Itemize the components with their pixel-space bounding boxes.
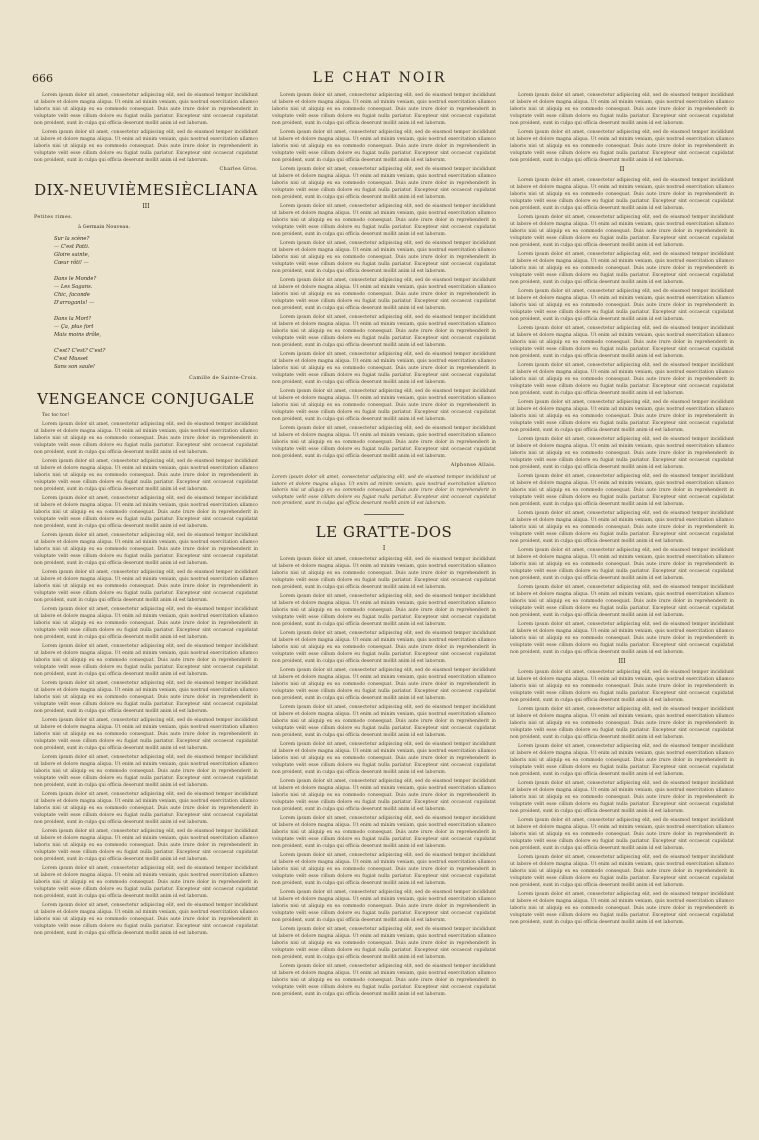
- masthead: LE CHAT NOIR: [312, 70, 447, 86]
- filler-paragraph: Lorem ipsum dolor sit amet, consectetur adipiscing elit, sed do eiusmod tempor incididunt ut labore et dolore magna aliqua. Ut enim ad minim veniam, quis nostrud exercitation ullamco laboris nisi ut aliquip ex ea commodo consequat. Duis aute irure dolor in reprehenderit in voluptate velit esse cillum dolore eu fugiat nulla pariatur. Excepteur sint occaecat cupidatat non proident, sunt in culpa qui officia deserunt mollit anim id est laborum.: [34, 570, 258, 603]
- filler-paragraph: Lorem ipsum dolor sit amet, consectetur adipiscing elit, sed do eiusmod tempor incididunt ut labore et dolore magna aliqua. Ut enim ad minim veniam, quis nostrud exercitation ullamco laboris nisi ut aliquip ex ea commodo consequat. Duis aute irure dolor in reprehenderit in voluptate velit esse cillum dolore eu fugiat nulla pariatur. Excepteur sint occaecat cupidatat non proident, sunt in culpa qui officia deserunt mollit anim id est laborum.: [272, 852, 496, 886]
- filler-paragraph: Lorem ipsum dolor sit amet, consectetur adipiscing elit, sed do eiusmod tempor incididunt ut labore et dolore magna aliqua. Ut enim ad minim veniam, quis nostrud exercitation ullamco laboris nisi ut aliquip ex ea commodo consequat. Duis aute irure dolor in reprehenderit in voluptate velit esse cillum dolore eu fugiat nulla pariatur. Excepteur sint occaecat cupidatat non proident, sunt in culpa qui officia deserunt mollit anim id est laborum.: [34, 866, 258, 899]
- filler-paragraph: Lorem ipsum dolor sit amet, consectetur adipiscing elit, sed do eiusmod tempor incididunt ut labore et dolore magna aliqua. Ut enim ad minim veniam, quis nostrud exercitation ullamco laboris nisi ut aliquip ex ea commodo consequat. Duis aute irure dolor in reprehenderit in voluptate velit esse cillum dolore eu fugiat nulla pariatur. Excepteur sint occaecat cupidatat non proident, sunt in culpa qui officia deserunt mollit anim id est laborum.: [510, 215, 734, 248]
- article-title: VENGEANCE CONJUGALE: [37, 390, 255, 408]
- filler-paragraph: Lorem ipsum dolor sit amet, consectetur adipiscing elit, sed do eiusmod tempor incididunt ut labore et dolore magna aliqua. Ut enim ad minim veniam, quis nostrud exercitation ullamco laboris nisi ut aliquip ex ea commodo consequat. Duis aute irure dolor in reprehenderit in voluptate velit esse cillum dolore eu fugiat nulla pariatur. Excepteur sint occaecat cupidatat non proident, sunt in culpa qui officia deserunt mollit anim id est laborum.: [34, 533, 258, 566]
- filler-paragraph: Lorem ipsum dolor sit amet, consectetur adipiscing elit, sed do eiusmod tempor incididunt ut labore et dolore magna aliqua. Ut enim ad minim veniam, quis nostrud exercitation ullamco laboris nisi ut aliquip ex ea commodo consequat. Duis aute irure dolor in reprehenderit in voluptate velit esse cillum dolore eu fugiat nulla pariatur. Excepteur sint occaecat cupidatat non proident, sunt in culpa qui officia deserunt mollit anim id est laborum.: [272, 630, 496, 664]
- filler-paragraph: Lorem ipsum dolor sit amet, consectetur adipiscing elit, sed do eiusmod tempor incididunt ut labore et dolore magna aliqua. Ut enim ad minim veniam, quis nostrud exercitation ullamco laboris nisi ut aliquip ex ea commodo consequat. Duis aute irure dolor in reprehenderit in voluptate velit esse cillum dolore eu fugiat nulla pariatur. Excepteur sint occaecat cupidatat non proident, sunt in culpa qui officia deserunt mollit anim id est laborum.: [510, 781, 734, 814]
- poem-line: D'arrogants! —: [54, 300, 95, 306]
- poem-line: Cœur rôti! —: [54, 260, 89, 266]
- filler-paragraph: Lorem ipsum dolor sit amet, consectetur adipiscing elit, sed do eiusmod tempor incididunt ut labore et dolore magna aliqua. Ut enim ad minim veniam, quis nostrud exercitation ullamco laboris nisi ut aliquip ex ea commodo consequat. Duis aute irure dolor in reprehenderit in voluptate velit esse cillum dolore eu fugiat nulla pariatur. Excepteur sint occaecat cupidatat non proident, sunt in culpa qui officia deserunt mollit anim id est laborum.: [34, 829, 258, 862]
- editorial-note: Lorem ipsum dolor sit amet, consectetur adipiscing elit, sed do eiusmod tempor incididunt ut labore et dolore magna aliqua. Ut enim ad minim veniam, quis nostrud exercitation ullamco laboris nisi ut aliquip ex ea commodo consequat. Duis aute irure dolor in reprehenderit in voluptate velit esse cillum dolore eu fugiat nulla pariatur. Excepteur sint occaecat cupidatat non proident, sunt in culpa qui officia deserunt mollit anim id est laborum.: [272, 475, 496, 507]
- poem-line: — C'est Patti.: [54, 244, 90, 250]
- divider: [364, 514, 404, 515]
- filler-paragraph: Lorem ipsum dolor sit amet, consectetur adipiscing elit, sed do eiusmod tempor incididunt ut labore et dolore magna aliqua. Ut enim ad minim veniam, quis nostrud exercitation ullamco laboris nisi ut aliquip ex ea commodo consequat. Duis aute irure dolor in reprehenderit in voluptate velit esse cillum dolore eu fugiat nulla pariatur. Excepteur sint occaecat cupidatat non proident, sunt in culpa qui officia deserunt mollit anim id est laborum.: [34, 130, 258, 163]
- filler-paragraph: Lorem ipsum dolor sit amet, consectetur adipiscing elit, sed do eiusmod tempor incididunt ut labore et dolore magna aliqua. Ut enim ad minim veniam, quis nostrud exercitation ullamco laboris nisi ut aliquip ex ea commodo consequat. Duis aute irure dolor in reprehenderit in voluptate velit esse cillum dolore eu fugiat nulla pariatur. Excepteur sint occaecat cupidatat non proident, sunt in culpa qui officia deserunt mollit anim id est laborum.: [272, 204, 496, 237]
- filler-paragraph: Lorem ipsum dolor sit amet, consectetur adipiscing elit, sed do eiusmod tempor incididunt ut labore et dolore magna aliqua. Ut enim ad minim veniam, quis nostrud exercitation ullamco laboris nisi ut aliquip ex ea commodo consequat. Duis aute irure dolor in reprehenderit in voluptate velit esse cillum dolore eu fugiat nulla pariatur. Excepteur sint occaecat cupidatat non proident, sunt in culpa qui officia deserunt mollit anim id est laborum.: [34, 792, 258, 825]
- section-numeral: II: [619, 166, 625, 173]
- filler-paragraph: Lorem ipsum dolor sit amet, consectetur adipiscing elit, sed do eiusmod tempor incididunt ut labore et dolore magna aliqua. Ut enim ad minim veniam, quis nostrud exercitation ullamco laboris nisi ut aliquip ex ea commodo consequat. Duis aute irure dolor in reprehenderit in voluptate velit esse cillum dolore eu fugiat nulla pariatur. Excepteur sint occaecat cupidatat non proident, sunt in culpa qui officia deserunt mollit anim id est laborum.: [510, 622, 734, 655]
- filler-paragraph: Lorem ipsum dolor sit amet, consectetur adipiscing elit, sed do eiusmod tempor incididunt ut labore et dolore magna aliqua. Ut enim ad minim veniam, quis nostrud exercitation ullamco laboris nisi ut aliquip ex ea commodo consequat. Duis aute irure dolor in reprehenderit in voluptate velit esse cillum dolore eu fugiat nulla pariatur. Excepteur sint occaecat cupidatat non proident, sunt in culpa qui officia deserunt mollit anim id est laborum.: [510, 130, 734, 163]
- filler-paragraph: Lorem ipsum dolor sit amet, consectetur adipiscing elit, sed do eiusmod tempor incididunt ut labore et dolore magna aliqua. Ut enim ad minim veniam, quis nostrud exercitation ullamco laboris nisi ut aliquip ex ea commodo consequat. Duis aute irure dolor in reprehenderit in voluptate velit esse cillum dolore eu fugiat nulla pariatur. Excepteur sint occaecat cupidatat non proident, sunt in culpa qui officia deserunt mollit anim id est laborum.: [34, 681, 258, 714]
- filler-paragraph: Lorem ipsum dolor sit amet, consectetur adipiscing elit, sed do eiusmod tempor incididunt ut labore et dolore magna aliqua. Ut enim ad minim veniam, quis nostrud exercitation ullamco laboris nisi ut aliquip ex ea commodo consequat. Duis aute irure dolor in reprehenderit in voluptate velit esse cillum dolore eu fugiat nulla pariatur. Excepteur sint occaecat cupidatat non proident, sunt in culpa qui officia deserunt mollit anim id est laborum.: [510, 670, 734, 703]
- filler-paragraph: Lorem ipsum dolor sit amet, consectetur adipiscing elit, sed do eiusmod tempor incididunt ut labore et dolore magna aliqua. Ut enim ad minim veniam, quis nostrud exercitation ullamco laboris nisi ut aliquip ex ea commodo consequat. Duis aute irure dolor in reprehenderit in voluptate velit esse cillum dolore eu fugiat nulla pariatur. Excepteur sint occaecat cupidatat non proident, sunt in culpa qui officia deserunt mollit anim id est laborum.: [510, 93, 734, 126]
- poem-line: — Ça, plus fort: [54, 324, 94, 330]
- filler-paragraph: Lorem ipsum dolor sit amet, consectetur adipiscing elit, sed do eiusmod tempor incididunt ut labore et dolore magna aliqua. Ut enim ad minim veniam, quis nostrud exercitation ullamco laboris nisi ut aliquip ex ea commodo consequat. Duis aute irure dolor in reprehenderit in voluptate velit esse cillum dolore eu fugiat nulla pariatur. Excepteur sint occaecat cupidatat non proident, sunt in culpa qui officia deserunt mollit anim id est laborum.: [510, 400, 734, 433]
- poem-line: Dans la Mort?: [54, 316, 92, 322]
- filler-paragraph: Lorem ipsum dolor sit amet, consectetur adipiscing elit, sed do eiusmod tempor incididunt ut labore et dolore magna aliqua. Ut enim ad minim veniam, quis nostrud exercitation ullamco laboris nisi ut aliquip ex ea commodo consequat. Duis aute irure dolor in reprehenderit in voluptate velit esse cillum dolore eu fugiat nulla pariatur. Excepteur sint occaecat cupidatat non proident, sunt in culpa qui officia deserunt mollit anim id est laborum.: [272, 778, 496, 812]
- article-title: DIX-NEUVIÈMESIÈCLIANA: [34, 181, 258, 199]
- page-number: 666: [32, 72, 53, 85]
- filler-paragraph: Lorem ipsum dolor sit amet, consectetur adipiscing elit, sed do eiusmod tempor incididunt ut labore et dolore magna aliqua. Ut enim ad minim veniam, quis nostrud exercitation ullamco laboris nisi ut aliquip ex ea commodo consequat. Duis aute irure dolor in reprehenderit in voluptate velit esse cillum dolore eu fugiat nulla pariatur. Excepteur sint occaecat cupidatat non proident, sunt in culpa qui officia deserunt mollit anim id est laborum.: [34, 496, 258, 529]
- poem-line: [54, 307, 258, 315]
- filler-paragraph: Lorem ipsum dolor sit amet, consectetur adipiscing elit, sed do eiusmod tempor incididunt ut labore et dolore magna aliqua. Ut enim ad minim veniam, quis nostrud exercitation ullamco laboris nisi ut aliquip ex ea commodo consequat. Duis aute irure dolor in reprehenderit in voluptate velit esse cillum dolore eu fugiat nulla pariatur. Excepteur sint occaecat cupidatat non proident, sunt in culpa qui officia deserunt mollit anim id est laborum.: [510, 548, 734, 581]
- section-numeral: III: [618, 658, 626, 665]
- filler-paragraph: Lorem ipsum dolor sit amet, consectetur adipiscing elit, sed do eiusmod tempor incididunt ut labore et dolore magna aliqua. Ut enim ad minim veniam, quis nostrud exercitation ullamco laboris nisi ut aliquip ex ea commodo consequat. Duis aute irure dolor in reprehenderit in voluptate velit esse cillum dolore eu fugiat nulla pariatur. Excepteur sint occaecat cupidatat non proident, sunt in culpa qui officia deserunt mollit anim id est laborum.: [510, 744, 734, 777]
- poem-line: C'est Musset: [54, 356, 88, 362]
- poem-line: Gloire sainte,: [54, 252, 90, 258]
- filler-paragraph: Lorem ipsum dolor sit amet, consectetur adipiscing elit, sed do eiusmod tempor incididunt ut labore et dolore magna aliqua. Ut enim ad minim veniam, quis nostrud exercitation ullamco laboris nisi ut aliquip ex ea commodo consequat. Duis aute irure dolor in reprehenderit in voluptate velit esse cillum dolore eu fugiat nulla pariatur. Excepteur sint occaecat cupidatat non proident, sunt in culpa qui officia deserunt mollit anim id est laborum.: [510, 178, 734, 211]
- filler-paragraph: Lorem ipsum dolor sit amet, consectetur adipiscing elit, sed do eiusmod tempor incididunt ut labore et dolore magna aliqua. Ut enim ad minim veniam, quis nostrud exercitation ullamco laboris nisi ut aliquip ex ea commodo consequat. Duis aute irure dolor in reprehenderit in voluptate velit esse cillum dolore eu fugiat nulla pariatur. Excepteur sint occaecat cupidatat non proident, sunt in culpa qui officia deserunt mollit anim id est laborum.: [510, 511, 734, 544]
- poem: [54, 235, 258, 371]
- page-header: [0, 70, 759, 90]
- filler-paragraph: Lorem ipsum dolor sit amet, consectetur adipiscing elit, sed do eiusmod tempor incididunt ut labore et dolore magna aliqua. Ut enim ad minim veniam, quis nostrud exercitation ullamco laboris nisi ut aliquip ex ea commodo consequat. Duis aute irure dolor in reprehenderit in voluptate velit esse cillum dolore eu fugiat nulla pariatur. Excepteur sint occaecat cupidatat non proident, sunt in culpa qui officia deserunt mollit anim id est laborum.: [272, 315, 496, 348]
- column-2: [272, 92, 496, 1122]
- poem-line: Chic, faconde: [54, 292, 90, 298]
- filler-paragraph: Lorem ipsum dolor sit amet, consectetur adipiscing elit, sed do eiusmod tempor incididunt ut labore et dolore magna aliqua. Ut enim ad minim veniam, quis nostrud exercitation ullamco laboris nisi ut aliquip ex ea commodo consequat. Duis aute irure dolor in reprehenderit in voluptate velit esse cillum dolore eu fugiat nulla pariatur. Excepteur sint occaecat cupidatat non proident, sunt in culpa qui officia deserunt mollit anim id est laborum.: [34, 644, 258, 677]
- filler-paragraph: Lorem ipsum dolor sit amet, consectetur adipiscing elit, sed do eiusmod tempor incididunt ut labore et dolore magna aliqua. Ut enim ad minim veniam, quis nostrud exercitation ullamco laboris nisi ut aliquip ex ea commodo consequat. Duis aute irure dolor in reprehenderit in voluptate velit esse cillum dolore eu fugiat nulla pariatur. Excepteur sint occaecat cupidatat non proident, sunt in culpa qui officia deserunt mollit anim id est laborum.: [272, 963, 496, 997]
- column-1: [34, 92, 258, 1122]
- section-numeral: I: [382, 544, 386, 552]
- filler-paragraph: Lorem ipsum dolor sit amet, consectetur adipiscing elit, sed do eiusmod tempor incididunt ut labore et dolore magna aliqua. Ut enim ad minim veniam, quis nostrud exercitation ullamco laboris nisi ut aliquip ex ea commodo consequat. Duis aute irure dolor in reprehenderit in voluptate velit esse cillum dolore eu fugiat nulla pariatur. Excepteur sint occaecat cupidatat non proident, sunt in culpa qui officia deserunt mollit anim id est laborum.: [510, 326, 734, 359]
- poem-line: [54, 267, 258, 275]
- filler-paragraph: Lorem ipsum dolor sit amet, consectetur adipiscing elit, sed do eiusmod tempor incididunt ut labore et dolore magna aliqua. Ut enim ad minim veniam, quis nostrud exercitation ullamco laboris nisi ut aliquip ex ea commodo consequat. Duis aute irure dolor in reprehenderit in voluptate velit esse cillum dolore eu fugiat nulla pariatur. Excepteur sint occaecat cupidatat non proident, sunt in culpa qui officia deserunt mollit anim id est laborum.: [272, 426, 496, 459]
- filler-paragraph: Lorem ipsum dolor sit amet, consectetur adipiscing elit, sed do eiusmod tempor incididunt ut labore et dolore magna aliqua. Ut enim ad minim veniam, quis nostrud exercitation ullamco laboris nisi ut aliquip ex ea commodo consequat. Duis aute irure dolor in reprehenderit in voluptate velit esse cillum dolore eu fugiat nulla pariatur. Excepteur sint occaecat cupidatat non proident, sunt in culpa qui officia deserunt mollit anim id est laborum.: [272, 889, 496, 923]
- filler-paragraph: Lorem ipsum dolor sit amet, consectetur adipiscing elit, sed do eiusmod tempor incididunt ut labore et dolore magna aliqua. Ut enim ad minim veniam, quis nostrud exercitation ullamco laboris nisi ut aliquip ex ea commodo consequat. Duis aute irure dolor in reprehenderit in voluptate velit esse cillum dolore eu fugiat nulla pariatur. Excepteur sint occaecat cupidatat non proident, sunt in culpa qui officia deserunt mollit anim id est laborum.: [272, 389, 496, 422]
- filler-paragraph: Lorem ipsum dolor sit amet, consectetur adipiscing elit, sed do eiusmod tempor incididunt ut labore et dolore magna aliqua. Ut enim ad minim veniam, quis nostrud exercitation ullamco laboris nisi ut aliquip ex ea commodo consequat. Duis aute irure dolor in reprehenderit in voluptate velit esse cillum dolore eu fugiat nulla pariatur. Excepteur sint occaecat cupidatat non proident, sunt in culpa qui officia deserunt mollit anim id est laborum.: [272, 93, 496, 126]
- signature: Charles Gros.: [219, 167, 258, 172]
- column-3: [510, 92, 734, 1122]
- poem-line: Sur la scène?: [54, 236, 90, 242]
- poem-line: [54, 339, 258, 347]
- filler-paragraph: Lorem ipsum dolor sit amet, consectetur adipiscing elit, sed do eiusmod tempor incididunt ut labore et dolore magna aliqua. Ut enim ad minim veniam, quis nostrud exercitation ullamco laboris nisi ut aliquip ex ea commodo consequat. Duis aute irure dolor in reprehenderit in voluptate velit esse cillum dolore eu fugiat nulla pariatur. Excepteur sint occaecat cupidatat non proident, sunt in culpa qui officia deserunt mollit anim id est laborum.: [510, 474, 734, 507]
- filler-paragraph: Lorem ipsum dolor sit amet, consectetur adipiscing elit, sed do eiusmod tempor incididunt ut labore et dolore magna aliqua. Ut enim ad minim veniam, quis nostrud exercitation ullamco laboris nisi ut aliquip ex ea commodo consequat. Duis aute irure dolor in reprehenderit in voluptate velit esse cillum dolore eu fugiat nulla pariatur. Excepteur sint occaecat cupidatat non proident, sunt in culpa qui officia deserunt mollit anim id est laborum.: [272, 167, 496, 200]
- filler-paragraph: Lorem ipsum dolor sit amet, consectetur adipiscing elit, sed do eiusmod tempor incididunt ut labore et dolore magna aliqua. Ut enim ad minim veniam, quis nostrud exercitation ullamco laboris nisi ut aliquip ex ea commodo consequat. Duis aute irure dolor in reprehenderit in voluptate velit esse cillum dolore eu fugiat nulla pariatur. Excepteur sint occaecat cupidatat non proident, sunt in culpa qui officia deserunt mollit anim id est laborum.: [510, 855, 734, 888]
- filler-paragraph: Lorem ipsum dolor sit amet, consectetur adipiscing elit, sed do eiusmod tempor incididunt ut labore et dolore magna aliqua. Ut enim ad minim veniam, quis nostrud exercitation ullamco laboris nisi ut aliquip ex ea commodo consequat. Duis aute irure dolor in reprehenderit in voluptate velit esse cillum dolore eu fugiat nulla pariatur. Excepteur sint occaecat cupidatat non proident, sunt in culpa qui officia deserunt mollit anim id est laborum.: [272, 926, 496, 960]
- filler-paragraph: Lorem ipsum dolor sit amet, consectetur adipiscing elit, sed do eiusmod tempor incididunt ut labore et dolore magna aliqua. Ut enim ad minim veniam, quis nostrud exercitation ullamco laboris nisi ut aliquip ex ea commodo consequat. Duis aute irure dolor in reprehenderit in voluptate velit esse cillum dolore eu fugiat nulla pariatur. Excepteur sint occaecat cupidatat non proident, sunt in culpa qui officia deserunt mollit anim id est laborum.: [272, 815, 496, 849]
- filler-paragraph: Lorem ipsum dolor sit amet, consectetur adipiscing elit, sed do eiusmod tempor incididunt ut labore et dolore magna aliqua. Ut enim ad minim veniam, quis nostrud exercitation ullamco laboris nisi ut aliquip ex ea commodo consequat. Duis aute irure dolor in reprehenderit in voluptate velit esse cillum dolore eu fugiat nulla pariatur. Excepteur sint occaecat cupidatat non proident, sunt in culpa qui officia deserunt mollit anim id est laborum.: [272, 593, 496, 627]
- filler-paragraph: Lorem ipsum dolor sit amet, consectetur adipiscing elit, sed do eiusmod tempor incididunt ut labore et dolore magna aliqua. Ut enim ad minim veniam, quis nostrud exercitation ullamco laboris nisi ut aliquip ex ea commodo consequat. Duis aute irure dolor in reprehenderit in voluptate velit esse cillum dolore eu fugiat nulla pariatur. Excepteur sint occaecat cupidatat non proident, sunt in culpa qui officia deserunt mollit anim id est laborum.: [272, 704, 496, 738]
- filler-paragraph: Lorem ipsum dolor sit amet, consectetur adipiscing elit, sed do eiusmod tempor incididunt ut labore et dolore magna aliqua. Ut enim ad minim veniam, quis nostrud exercitation ullamco laboris nisi ut aliquip ex ea commodo consequat. Duis aute irure dolor in reprehenderit in voluptate velit esse cillum dolore eu fugiat nulla pariatur. Excepteur sint occaecat cupidatat non proident, sunt in culpa qui officia deserunt mollit anim id est laborum.: [510, 437, 734, 470]
- filler-paragraph: Lorem ipsum dolor sit amet, consectetur adipiscing elit, sed do eiusmod tempor incididunt ut labore et dolore magna aliqua. Ut enim ad minim veniam, quis nostrud exercitation ullamco laboris nisi ut aliquip ex ea commodo consequat. Duis aute irure dolor in reprehenderit in voluptate velit esse cillum dolore eu fugiat nulla pariatur. Excepteur sint occaecat cupidatat non proident, sunt in culpa qui officia deserunt mollit anim id est laborum.: [510, 252, 734, 285]
- poem-line: C'est? C'est? C'est?: [54, 348, 106, 354]
- poem-line: Dans le Monde?: [54, 276, 97, 282]
- filler-paragraph: Lorem ipsum dolor sit amet, consectetur adipiscing elit, sed do eiusmod tempor incididunt ut labore et dolore magna aliqua. Ut enim ad minim veniam, quis nostrud exercitation ullamco laboris nisi ut aliquip ex ea commodo consequat. Duis aute irure dolor in reprehenderit in voluptate velit esse cillum dolore eu fugiat nulla pariatur. Excepteur sint occaecat cupidatat non proident, sunt in culpa qui officia deserunt mollit anim id est laborum.: [34, 718, 258, 751]
- article-title: LE GRATTE-DOS: [315, 522, 453, 541]
- section-label: Petites rimes.: [34, 215, 73, 220]
- opening-line: Toc toc toc!: [42, 413, 70, 418]
- filler-paragraph: Lorem ipsum dolor sit amet, consectetur adipiscing elit, sed do eiusmod tempor incididunt ut labore et dolore magna aliqua. Ut enim ad minim veniam, quis nostrud exercitation ullamco laboris nisi ut aliquip ex ea commodo consequat. Duis aute irure dolor in reprehenderit in voluptate velit esse cillum dolore eu fugiat nulla pariatur. Excepteur sint occaecat cupidatat non proident, sunt in culpa qui officia deserunt mollit anim id est laborum.: [272, 130, 496, 163]
- filler-paragraph: Lorem ipsum dolor sit amet, consectetur adipiscing elit, sed do eiusmod tempor incididunt ut labore et dolore magna aliqua. Ut enim ad minim veniam, quis nostrud exercitation ullamco laboris nisi ut aliquip ex ea commodo consequat. Duis aute irure dolor in reprehenderit in voluptate velit esse cillum dolore eu fugiat nulla pariatur. Excepteur sint occaecat cupidatat non proident, sunt in culpa qui officia deserunt mollit anim id est laborum.: [510, 363, 734, 396]
- poem-line: Mais moins drôle,: [54, 332, 102, 338]
- filler-paragraph: Lorem ipsum dolor sit amet, consectetur adipiscing elit, sed do eiusmod tempor incididunt ut labore et dolore magna aliqua. Ut enim ad minim veniam, quis nostrud exercitation ullamco laboris nisi ut aliquip ex ea commodo consequat. Duis aute irure dolor in reprehenderit in voluptate velit esse cillum dolore eu fugiat nulla pariatur. Excepteur sint occaecat cupidatat non proident, sunt in culpa qui officia deserunt mollit anim id est laborum.: [510, 289, 734, 322]
- filler-paragraph: Lorem ipsum dolor sit amet, consectetur adipiscing elit, sed do eiusmod tempor incididunt ut labore et dolore magna aliqua. Ut enim ad minim veniam, quis nostrud exercitation ullamco laboris nisi ut aliquip ex ea commodo consequat. Duis aute irure dolor in reprehenderit in voluptate velit esse cillum dolore eu fugiat nulla pariatur. Excepteur sint occaecat cupidatat non proident, sunt in culpa qui officia deserunt mollit anim id est laborum.: [34, 93, 258, 126]
- signature: Alphonse Allais.: [450, 463, 496, 468]
- filler-paragraph: Lorem ipsum dolor sit amet, consectetur adipiscing elit, sed do eiusmod tempor incididunt ut labore et dolore magna aliqua. Ut enim ad minim veniam, quis nostrud exercitation ullamco laboris nisi ut aliquip ex ea commodo consequat. Duis aute irure dolor in reprehenderit in voluptate velit esse cillum dolore eu fugiat nulla pariatur. Excepteur sint occaecat cupidatat non proident, sunt in culpa qui officia deserunt mollit anim id est laborum.: [272, 352, 496, 385]
- filler-paragraph: Lorem ipsum dolor sit amet, consectetur adipiscing elit, sed do eiusmod tempor incididunt ut labore et dolore magna aliqua. Ut enim ad minim veniam, quis nostrud exercitation ullamco laboris nisi ut aliquip ex ea commodo consequat. Duis aute irure dolor in reprehenderit in voluptate velit esse cillum dolore eu fugiat nulla pariatur. Excepteur sint occaecat cupidatat non proident, sunt in culpa qui officia deserunt mollit anim id est laborum.: [510, 585, 734, 618]
- poem-line: — Les Sagans.: [54, 284, 93, 290]
- filler-paragraph: Lorem ipsum dolor sit amet, consectetur adipiscing elit, sed do eiusmod tempor incididunt ut labore et dolore magna aliqua. Ut enim ad minim veniam, quis nostrud exercitation ullamco laboris nisi ut aliquip ex ea commodo consequat. Duis aute irure dolor in reprehenderit in voluptate velit esse cillum dolore eu fugiat nulla pariatur. Excepteur sint occaecat cupidatat non proident, sunt in culpa qui officia deserunt mollit anim id est laborum.: [510, 707, 734, 740]
- filler-paragraph: Lorem ipsum dolor sit amet, consectetur adipiscing elit, sed do eiusmod tempor incididunt ut labore et dolore magna aliqua. Ut enim ad minim veniam, quis nostrud exercitation ullamco laboris nisi ut aliquip ex ea commodo consequat. Duis aute irure dolor in reprehenderit in voluptate velit esse cillum dolore eu fugiat nulla pariatur. Excepteur sint occaecat cupidatat non proident, sunt in culpa qui officia deserunt mollit anim id est laborum.: [34, 459, 258, 492]
- filler-paragraph: Lorem ipsum dolor sit amet, consectetur adipiscing elit, sed do eiusmod tempor incididunt ut labore et dolore magna aliqua. Ut enim ad minim veniam, quis nostrud exercitation ullamco laboris nisi ut aliquip ex ea commodo consequat. Duis aute irure dolor in reprehenderit in voluptate velit esse cillum dolore eu fugiat nulla pariatur. Excepteur sint occaecat cupidatat non proident, sunt in culpa qui officia deserunt mollit anim id est laborum.: [34, 755, 258, 788]
- filler-paragraph: Lorem ipsum dolor sit amet, consectetur adipiscing elit, sed do eiusmod tempor incididunt ut labore et dolore magna aliqua. Ut enim ad minim veniam, quis nostrud exercitation ullamco laboris nisi ut aliquip ex ea commodo consequat. Duis aute irure dolor in reprehenderit in voluptate velit esse cillum dolore eu fugiat nulla pariatur. Excepteur sint occaecat cupidatat non proident, sunt in culpa qui officia deserunt mollit anim id est laborum.: [34, 607, 258, 640]
- filler-paragraph: Lorem ipsum dolor sit amet, consectetur adipiscing elit, sed do eiusmod tempor incididunt ut labore et dolore magna aliqua. Ut enim ad minim veniam, quis nostrud exercitation ullamco laboris nisi ut aliquip ex ea commodo consequat. Duis aute irure dolor in reprehenderit in voluptate velit esse cillum dolore eu fugiat nulla pariatur. Excepteur sint occaecat cupidatat non proident, sunt in culpa qui officia deserunt mollit anim id est laborum.: [272, 241, 496, 274]
- filler-paragraph: Lorem ipsum dolor sit amet, consectetur adipiscing elit, sed do eiusmod tempor incididunt ut labore et dolore magna aliqua. Ut enim ad minim veniam, quis nostrud exercitation ullamco laboris nisi ut aliquip ex ea commodo consequat. Duis aute irure dolor in reprehenderit in voluptate velit esse cillum dolore eu fugiat nulla pariatur. Excepteur sint occaecat cupidatat non proident, sunt in culpa qui officia deserunt mollit anim id est laborum.: [272, 278, 496, 311]
- filler-paragraph: Lorem ipsum dolor sit amet, consectetur adipiscing elit, sed do eiusmod tempor incididunt ut labore et dolore magna aliqua. Ut enim ad minim veniam, quis nostrud exercitation ullamco laboris nisi ut aliquip ex ea commodo consequat. Duis aute irure dolor in reprehenderit in voluptate velit esse cillum dolore eu fugiat nulla pariatur. Excepteur sint occaecat cupidatat non proident, sunt in culpa qui officia deserunt mollit anim id est laborum.: [272, 556, 496, 590]
- poem-line: Sans son saule!: [54, 364, 95, 370]
- filler-paragraph: Lorem ipsum dolor sit amet, consectetur adipiscing elit, sed do eiusmod tempor incididunt ut labore et dolore magna aliqua. Ut enim ad minim veniam, quis nostrud exercitation ullamco laboris nisi ut aliquip ex ea commodo consequat. Duis aute irure dolor in reprehenderit in voluptate velit esse cillum dolore eu fugiat nulla pariatur. Excepteur sint occaecat cupidatat non proident, sunt in culpa qui officia deserunt mollit anim id est laborum.: [510, 892, 734, 925]
- section-numeral: III: [142, 203, 150, 210]
- filler-paragraph: Lorem ipsum dolor sit amet, consectetur adipiscing elit, sed do eiusmod tempor incididunt ut labore et dolore magna aliqua. Ut enim ad minim veniam, quis nostrud exercitation ullamco laboris nisi ut aliquip ex ea commodo consequat. Duis aute irure dolor in reprehenderit in voluptate velit esse cillum dolore eu fugiat nulla pariatur. Excepteur sint occaecat cupidatat non proident, sunt in culpa qui officia deserunt mollit anim id est laborum.: [272, 667, 496, 701]
- filler-paragraph: Lorem ipsum dolor sit amet, consectetur adipiscing elit, sed do eiusmod tempor incididunt ut labore et dolore magna aliqua. Ut enim ad minim veniam, quis nostrud exercitation ullamco laboris nisi ut aliquip ex ea commodo consequat. Duis aute irure dolor in reprehenderit in voluptate velit esse cillum dolore eu fugiat nulla pariatur. Excepteur sint occaecat cupidatat non proident, sunt in culpa qui officia deserunt mollit anim id est laborum.: [510, 818, 734, 851]
- signature: Camille de Sainte-Croix.: [189, 376, 258, 381]
- filler-paragraph: Lorem ipsum dolor sit amet, consectetur adipiscing elit, sed do eiusmod tempor incididunt ut labore et dolore magna aliqua. Ut enim ad minim veniam, quis nostrud exercitation ullamco laboris nisi ut aliquip ex ea commodo consequat. Duis aute irure dolor in reprehenderit in voluptate velit esse cillum dolore eu fugiat nulla pariatur. Excepteur sint occaecat cupidatat non proident, sunt in culpa qui officia deserunt mollit anim id est laborum.: [34, 422, 258, 455]
- dedication: à Germain Nouveau.: [78, 224, 131, 230]
- filler-paragraph: Lorem ipsum dolor sit amet, consectetur adipiscing elit, sed do eiusmod tempor incididunt ut labore et dolore magna aliqua. Ut enim ad minim veniam, quis nostrud exercitation ullamco laboris nisi ut aliquip ex ea commodo consequat. Duis aute irure dolor in reprehenderit in voluptate velit esse cillum dolore eu fugiat nulla pariatur. Excepteur sint occaecat cupidatat non proident, sunt in culpa qui officia deserunt mollit anim id est laborum.: [34, 903, 258, 936]
- filler-paragraph: Lorem ipsum dolor sit amet, consectetur adipiscing elit, sed do eiusmod tempor incididunt ut labore et dolore magna aliqua. Ut enim ad minim veniam, quis nostrud exercitation ullamco laboris nisi ut aliquip ex ea commodo consequat. Duis aute irure dolor in reprehenderit in voluptate velit esse cillum dolore eu fugiat nulla pariatur. Excepteur sint occaecat cupidatat non proident, sunt in culpa qui officia deserunt mollit anim id est laborum.: [272, 741, 496, 775]
